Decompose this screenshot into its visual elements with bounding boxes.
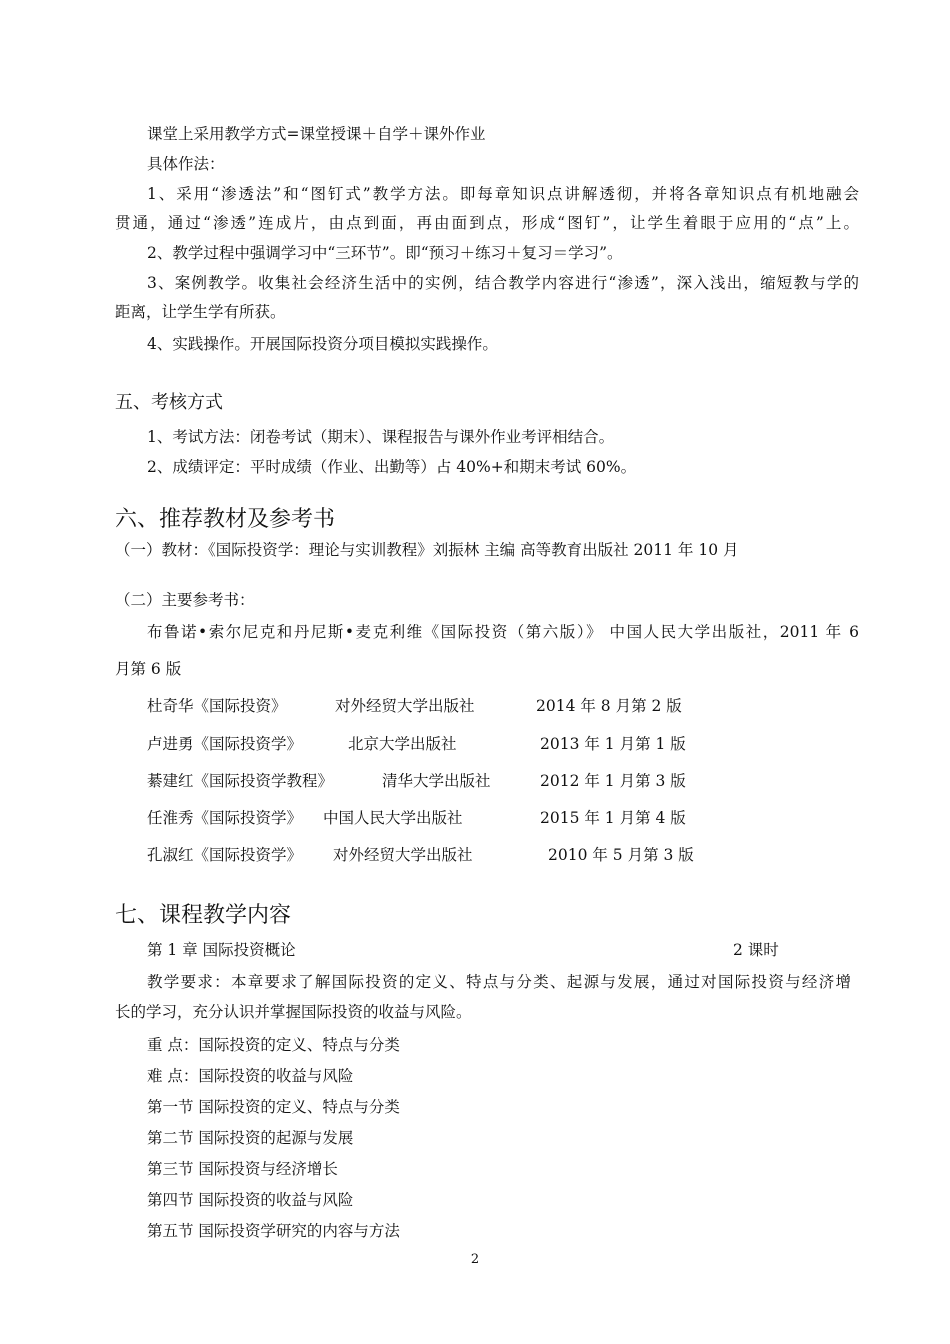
ref-book: 卢进勇《国际投资学》 bbox=[147, 735, 303, 753]
ref-first-line-1: 布鲁诺•索尔尼克和丹尼斯•麦克利维《国际投资（第六版）》 中国人民大学出版社，2011 年 6 bbox=[147, 623, 859, 641]
chapter-1-title: 第 1 章 国际投资概论 bbox=[147, 941, 296, 959]
books-heading: 六、推荐教材及参考书 bbox=[115, 507, 336, 532]
assessment-item-1: 1、考试方法：闭卷考试（期末）、课程报告与课外作业考评相结合。 bbox=[147, 428, 615, 446]
section-item: 第一节 国际投资的定义、特点与分类 bbox=[147, 1098, 400, 1116]
ref-book: 任淮秀《国际投资学》 bbox=[147, 809, 303, 827]
ref-publisher: 中国人民大学出版社 bbox=[323, 809, 463, 827]
practice-item-4: 4、实践操作。开展国际投资分项目模拟实践操作。 bbox=[147, 335, 498, 353]
practice-title: 具体作法： bbox=[147, 155, 225, 173]
practice-item-2: 2、教学过程中强调学习中“三环节”。即“预习＋练习＋复习＝学习”。 bbox=[147, 244, 623, 262]
content-heading: 七、课程教学内容 bbox=[115, 903, 292, 928]
difficult-points: 难 点：国际投资的收益与风险 bbox=[147, 1067, 354, 1085]
ref-edition: 2010 年 5 月第 3 版 bbox=[548, 846, 694, 864]
page-number: 2 bbox=[470, 1252, 480, 1267]
section-item: 第五节 国际投资学研究的内容与方法 bbox=[147, 1222, 400, 1240]
ref-edition: 2013 年 1 月第 1 版 bbox=[540, 735, 686, 753]
ref-publisher: 清华大学出版社 bbox=[382, 772, 491, 790]
ref-book: 綦建红《国际投资学教程》 bbox=[147, 772, 334, 790]
chapter-1-hours: 2 课时 bbox=[733, 941, 779, 959]
ref-publisher: 对外经贸大学出版社 bbox=[333, 846, 473, 864]
ref-publisher: 北京大学出版社 bbox=[348, 735, 457, 753]
ref-first-line-2: 月第 6 版 bbox=[115, 660, 182, 678]
ref-edition: 2015 年 1 月第 4 版 bbox=[540, 809, 686, 827]
practice-item-1-line-2: 贯通，通过“渗透”连成片，由点到面，再由面到点，形成“图钉”，让学生着眼于应用的“点”上。 bbox=[115, 214, 859, 232]
chapter-1-requirements-line-2: 长的学习，充分认识并掌握国际投资的收益与风险。 bbox=[115, 1003, 472, 1021]
ref-publisher: 对外经贸大学出版社 bbox=[335, 697, 475, 715]
ref-book: 孔淑红《国际投资学》 bbox=[147, 846, 303, 864]
practice-item-3-line-2: 距离，让学生学有所获。 bbox=[115, 303, 286, 321]
chapter-1-requirements-line-1: 教学要求：本章要求了解国际投资的定义、特点与分类、起源与发展，通过对国际投资与经济增 bbox=[147, 973, 851, 991]
practice-item-3-line-1: 3、案例教学。收集社会经济生活中的实例，结合教学内容进行“渗透”，深入浅出，缩短教与学的 bbox=[147, 274, 859, 292]
section-item: 第四节 国际投资的收益与风险 bbox=[147, 1191, 354, 1209]
section-item: 第三节 国际投资与经济增长 bbox=[147, 1160, 338, 1178]
section-item: 第二节 国际投资的起源与发展 bbox=[147, 1129, 354, 1147]
assessment-item-2: 2、成绩评定：平时成绩（作业、出勤等）占 40%+和期末考试 60%。 bbox=[147, 458, 637, 476]
textbook-line: （一）教材：《国际投资学：理论与实训教程》刘振林 主编 高等教育出版社 2011 年 10 月 bbox=[115, 541, 739, 559]
key-points: 重 点：国际投资的定义、特点与分类 bbox=[147, 1036, 400, 1054]
refs-title: （二）主要参考书： bbox=[115, 591, 255, 609]
ref-edition: 2014 年 8 月第 2 版 bbox=[536, 697, 682, 715]
ref-edition: 2012 年 1 月第 3 版 bbox=[540, 772, 686, 790]
teaching-method-line: 课堂上采用教学方式=课堂授课＋自学＋课外作业 bbox=[147, 125, 486, 143]
practice-item-1-line-1: 1、采用“渗透法”和“图钉式”教学方法。即每章知识点讲解透彻，并将各章知识点有机地融会 bbox=[147, 185, 859, 203]
assessment-heading: 五、考核方式 bbox=[115, 392, 223, 413]
ref-book: 杜奇华《国际投资》 bbox=[147, 697, 287, 715]
